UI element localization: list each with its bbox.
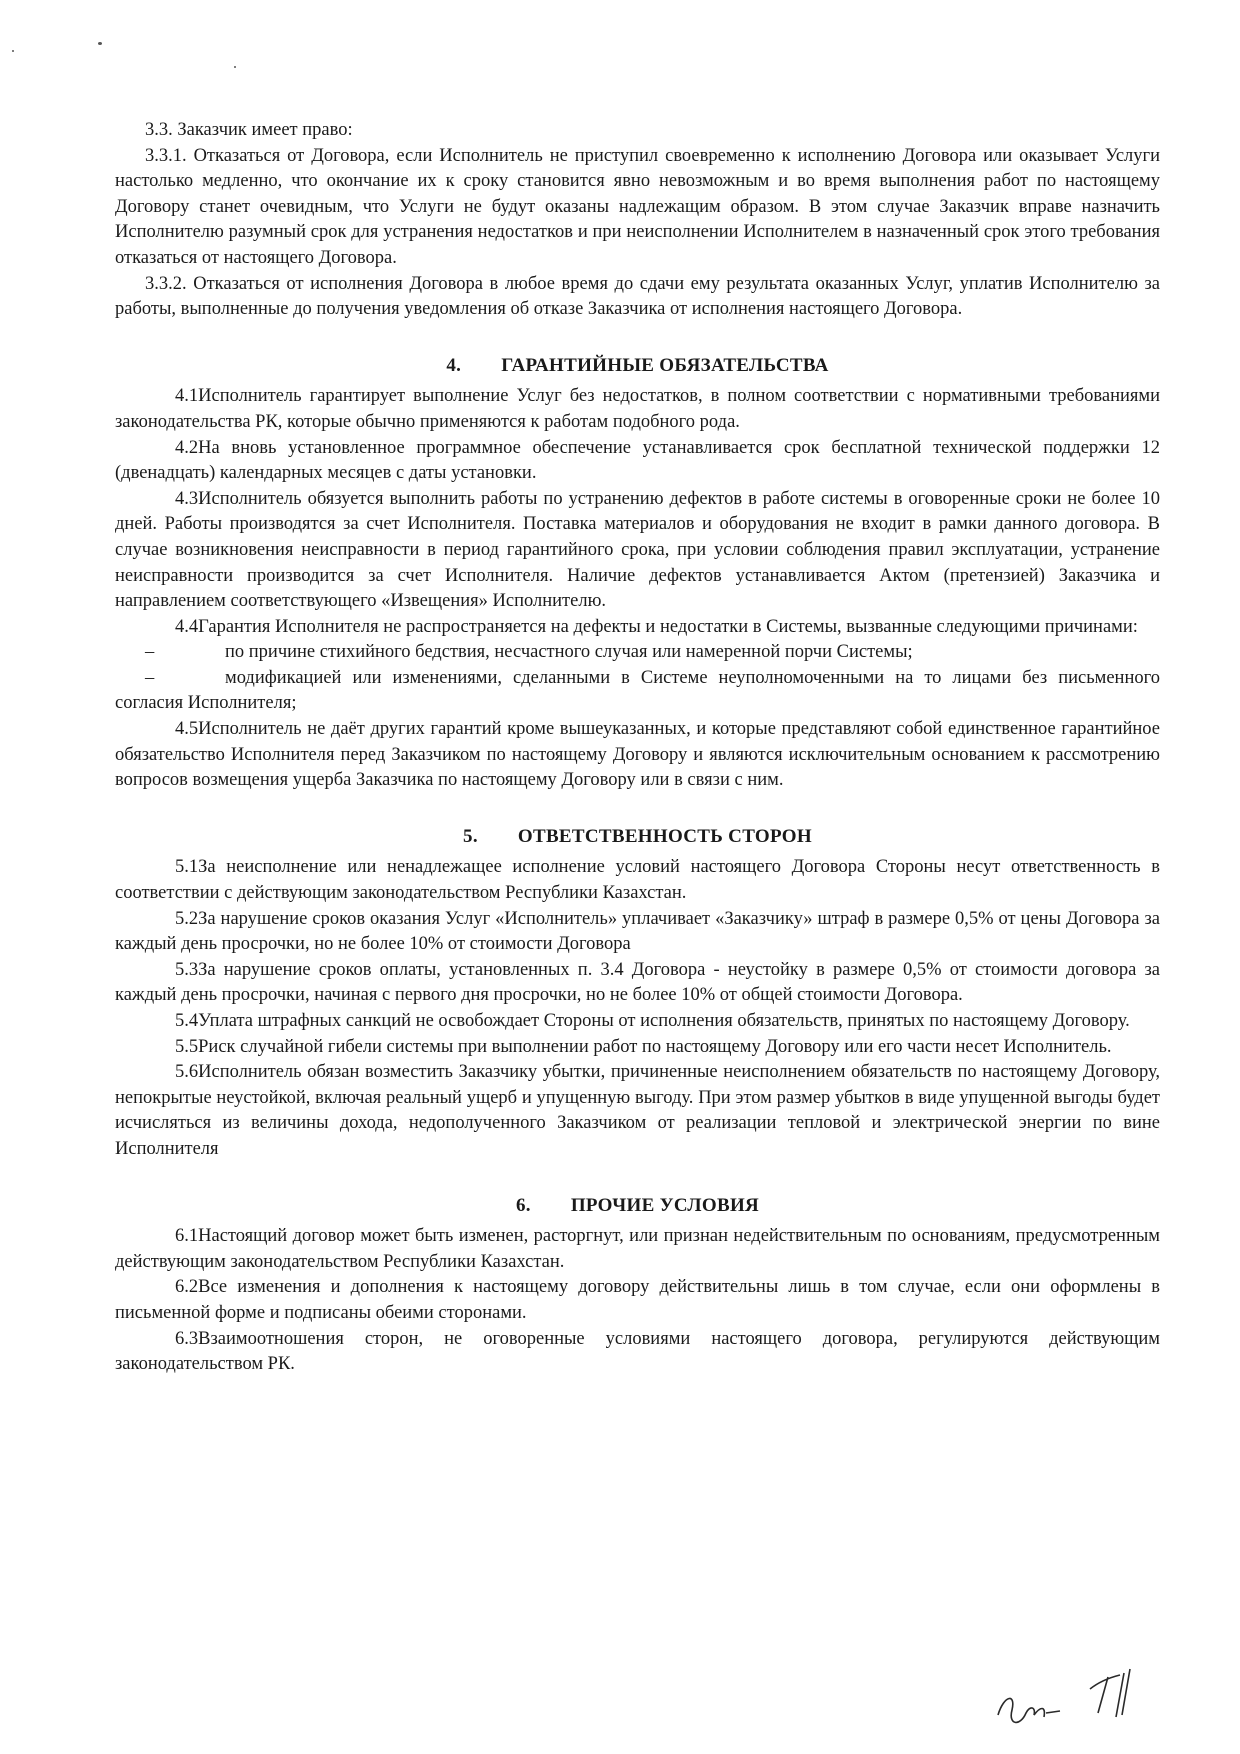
clause-5-1: 5.1За неисполнение или ненадлежащее исполнение условий настоящего Договора Стороны несут ответственность в соответствии с действующим законодательством Республики Казахстан. [115,857,1160,904]
clause-3-3-heading: 3.3. Заказчик имеет право: [145,120,353,140]
clause-4-5: 4.5Исполнитель не даёт других гарантий кроме вышеуказанных, и которые представляют собой единственное гарантийное обязательство Исполнителя перед Заказчиком по настоящему Договору и являются исключительным основанием к рассмотрению вопросов возмещения ущерба Заказчика по настоящему Договору или в связи с ним. [115,719,1160,791]
section-title: ГАРАНТИЙНЫЕ ОБЯЗАТЕЛЬСТВА [501,354,829,376]
list-item: – по причине стихийного бедствия, несчастного случая или намеренной порчи Системы; [145,642,913,663]
clause-4-2: 4.2На вновь установленное программное обеспечение устанавливается срок бесплатной технической поддержки 12 (двенадцать) календарных месяцев с даты установки. [115,437,1160,484]
clause-6-1: 6.1Настоящий договор может быть изменен, расторгнут, или признан недействительным по основаниям, предусмотренным действующим законодательством Республики Казахстан. [115,1226,1160,1272]
scan-speck [12,50,14,52]
clause-6-3: 6.3Взаимоотношения сторон, не оговоренные условиями настоящего договора, регулируются действующим законодательством РК. [115,1328,1160,1375]
clause-4-3: 4.3Исполнитель обязуется выполнить работы по устранению дефектов в работе системы в оговоренные сроки не более 10 дней. Работы производятся за счет Исполнителя. Поставка материалов и оборудования не входит в рамки данного договора. В случае возникновения неисправности в период гарантийного срока, при условии соблюдения правил эксплуатации, устранение неисправности производится за счет Исполнителя. Наличие дефектов устанавливается Актом (претензией) Заказчика и направлением соответствующего «Извещения» Исполнителю. [115,488,1160,612]
clause-5-4: 5.4Уплата штрафных санкций не освобождает Стороны от исполнения обязательств, принятых по настоящему Договору. [175,1011,1130,1031]
list-item: – модификацией или изменениями, сделанными в Системе неуполномоченными на то лицами без письменного согласия Исполнителя; [115,667,1160,714]
clause-5-2: 5.2За нарушение сроков оказания Услуг «Исполнитель» уплачивает «Заказчику» штраф в размере 0,5% от цены Договора за каждый день просрочки, но не более 10% от стоимости Договора [115,908,1160,955]
scan-speck [234,66,236,68]
clause-5-5: 5.5Риск случайной гибели системы при выполнении работ по настоящему Договору или его части несет Исполнитель. [175,1036,1112,1057]
clause-3-3-1: 3.3.1. Отказаться от Договора, если Исполнитель не приступил своевременно к исполнению Договора или оказывает Услуги настолько медленно, что окончание их к сроку становится явно невозможным и во время выполнения работ по настоящему Договору станет очевидным, что Услуги не будут оказаны надлежащим образом. В этом случае Заказчик вправе назначить Исполнителю разумный срок для устранения недостатков и при неисполнении Исполнителем в назначенный срок этого требования отказаться от настоящего Договора. [115,145,1160,268]
section-number: 5. [463,825,478,847]
clause-3-3-2: 3.3.2. Отказаться от исполнения Договора в любое время до сдачи ему результата оказанных Услуг, уплатив Исполнителю за работы, выполненные до получения уведомления об отказе Заказчика от исполнения настоящего Договора. [115,273,1160,320]
section-4-heading [115,353,1160,379]
clause-4-1: 4.1Исполнитель гарантирует выполнение Услуг без недостатков, в полном соответствии с нормативными требованиями законодательства РК, которые обычно применяются к работам подобного рода. [115,386,1160,432]
clause-5-6: 5.6Исполнитель обязан возместить Заказчику убытки, причиненные неисполнением обязательств по настоящему Договору, непокрытые неустойкой, включая реальный ущерб и упущенную выгоду. При этом размер убытков в виде упущенной выгоды будет исчисляться из величины дохода, недополученного Заказчиком от реализации тепловой и электрической энергии по вине Исполнителя [115,1062,1160,1159]
section-5-heading [115,824,1160,850]
document-body [115,118,1160,1378]
section-number: 4. [446,354,462,376]
handwritten-signature [990,1655,1160,1735]
scan-speck [98,42,102,45]
clause-6-2: 6.2Все изменения и дополнения к настоящему договору действительны лишь в том случае, если они оформлены в письменной форме и подписаны обеими сторонами. [115,1277,1160,1323]
section-title: ОТВЕТСТВЕННОСТЬ СТОРОН [517,825,812,847]
section-number: 6. [515,1194,531,1216]
clause-4-4: 4.4Гарантия Исполнителя не распространяется на дефекты и недостатки в Системы, вызванные следующими причинами: [175,616,1138,637]
section-6-heading [115,1193,1160,1219]
section-title: ПРОЧИЕ УСЛОВИЯ [570,1194,760,1216]
clause-5-3: 5.3За нарушение сроков оплаты, установленных п. 3.4 Договора - неустойку в размере 0,5% от стоимости договора за каждый день просрочки, начиная с первого дня просрочки, но не более 10% от общей стоимости Договора. [115,959,1160,1006]
